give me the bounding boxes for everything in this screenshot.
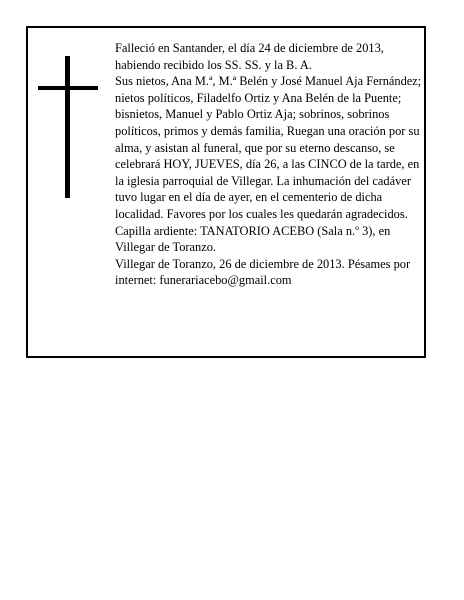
death-announcement-paragraph: Falleció en Santander, el día 24 de diciembre de 2013, habiendo recibido los SS. SS. y la B. A. [115, 41, 384, 72]
latin-cross-icon [38, 56, 98, 198]
place-date-condolences-paragraph: Villegar de Toranzo, 26 de diciembre de 2013. Pésames por internet: funerariacebo@gmail.com [115, 256, 411, 288]
cross-vertical-bar [65, 56, 70, 198]
family-funeral-paragraph: Sus nietos, Ana M.ª, M.ª Belén y José Manuel Aja Fernández; nietos políticos, Filadelfo Ortiz y Ana Belén de la Puente; bisnietos, Manuel y Pablo Ortiz Aja; sobrinos, sobrinos políticos, primos y demás familia, Ruegan una oración por su alma, y asistan al funeral, que por su eterno descanso, se celebrará HOY, JUEVES, día 26, a las CINCO de la tarde, en la iglesia parroquial de Villegar. La inhumación del cadáver tuvo lugar en el día de ayer, en el cementerio de dicha localidad. Favores por los cuales les quedarán agradecidos. Capilla ardiente: TANATORIO ACEBO (Sala n.º 3), en Villegar de Toranzo. [115, 74, 422, 255]
cross-horizontal-bar [38, 86, 98, 90]
obituary-notice [26, 26, 426, 358]
obituary-text [115, 40, 423, 289]
